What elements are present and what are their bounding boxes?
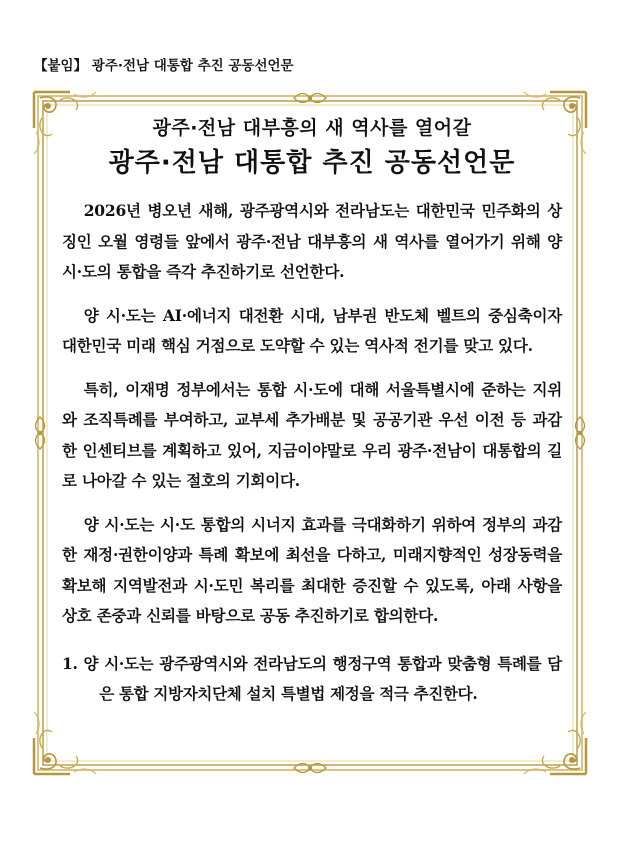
attachment-label: 【붙임】 광주·전남 대통합 추진 공동선언문 (34, 58, 294, 74)
declaration-subtitle: 광주·전남 대부흥의 새 역사를 열어갈 (152, 117, 472, 139)
paragraph-4: 양 시·도는 시·도 통합의 시너지 효과를 극대화하기 위하여 정부의 과감한 재정·권한이양과 특례 확보에 최선을 다하고, 미래지향적인 성장동력을 확보해 지역발전과 시·도민 복리를 최대한 증진할 수 있도록, 아래 사항을 상호 존중과 신뢰를 바탕으로 공동 추진하기로 합의한다. (62, 514, 562, 625)
agreement-item-1: 1. 양 시·도는 광주광역시와 전라남도의 행정구역 통합과 맞춤형 특례를 담은 통합 지방자치단체 설치 특별법 제정을 적극 추진한다. (62, 653, 562, 703)
paragraph-2: 양 시·도는 AI·에너지 대전환 시대, 남부권 반도체 벨트의 중심축이자 대한민국 미래 핵심 거점으로 도약할 수 있는 역사적 전기를 맞고 있다. (62, 305, 562, 355)
declaration-title: 광주·전남 대통합 추진 공동선언문 (108, 148, 516, 178)
declaration-body (62, 114, 562, 710)
paragraph-3: 특히, 이재명 정부에서는 통합 시·도에 대해 서울특별시에 준하는 지위와 조직특례를 부여하고, 교부세 추가배분 및 공공기관 우선 이전 등 과감한 인센티브를 계획하고 있어, 지금이야말로 우리 광주·전남이 대통합의 길로 나아갈 수 있는 절호의 기회이다. (62, 379, 562, 490)
paragraph-1: 2026년 병오년 새해, 광주광역시와 전라남도는 대한민국 민주화의 상징인 오월 영령들 앞에서 광주·전남 대부흥의 새 역사를 열어가기 위해 양 시·도의 통합을 즉각 추진하기로 선언한다. (62, 201, 562, 281)
